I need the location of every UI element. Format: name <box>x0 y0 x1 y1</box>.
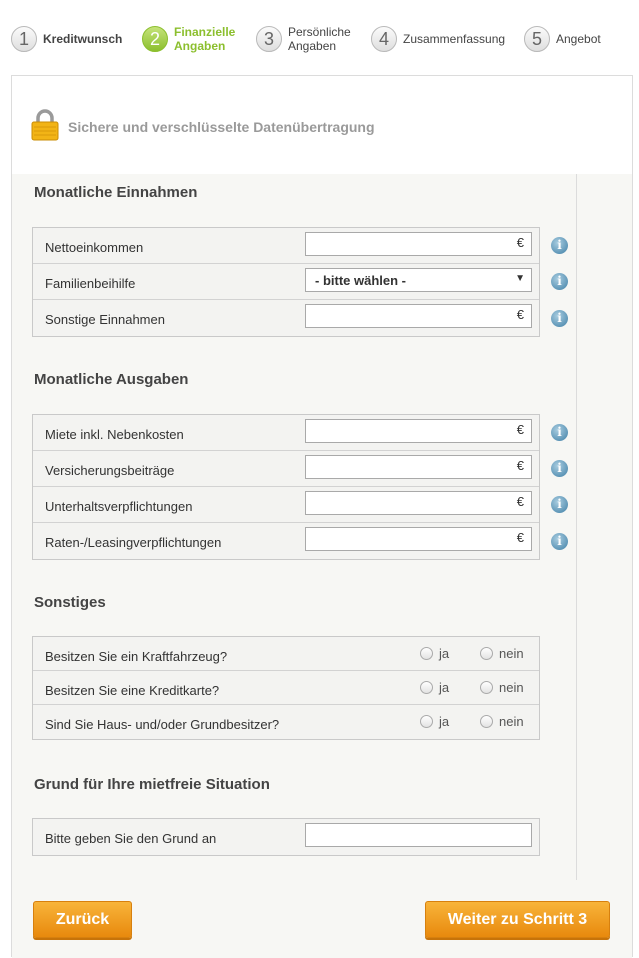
info-icon[interactable]: i <box>551 496 568 513</box>
income-row-family <box>33 264 539 300</box>
car-yes-radio[interactable] <box>420 646 449 661</box>
step-3-label <box>288 25 351 53</box>
leasing-label: Raten-/Leasingverpflichtungen <box>45 535 222 550</box>
info-icon[interactable]: i <box>551 533 568 550</box>
car-question-label: Besitzen Sie ein Kraftfahrzeug? <box>45 649 228 664</box>
expenses-row-maintenance <box>33 487 539 523</box>
misc-side-column <box>576 584 632 766</box>
step-5-number: 5 <box>524 26 550 52</box>
step-4-number: 4 <box>371 26 397 52</box>
insurance-input[interactable] <box>305 455 532 479</box>
creditcard-no-radio[interactable] <box>480 680 524 695</box>
step-2 <box>142 24 235 54</box>
step-3 <box>256 24 351 54</box>
income-section <box>12 174 632 362</box>
step-2-label-line2: Angaben <box>174 39 226 53</box>
step-3-label-line2: Angaben <box>288 39 337 53</box>
step-4 <box>371 24 505 54</box>
rent-label: Miete inkl. Nebenkosten <box>45 427 184 442</box>
misc-row-creditcard <box>33 671 539 705</box>
expenses-section <box>12 361 632 585</box>
property-yes-radio[interactable] <box>420 714 449 729</box>
radio-circle <box>420 647 433 660</box>
misc-section <box>12 584 632 767</box>
income-side-column <box>576 174 632 361</box>
maintenance-input[interactable] <box>305 491 532 515</box>
other-income-label: Sonstige Einnahmen <box>45 312 165 327</box>
insurance-label: Versicherungsbeiträge <box>45 463 175 478</box>
income-row-other <box>33 300 539 336</box>
reason-table <box>32 818 540 856</box>
next-step-button[interactable]: Weiter zu Schritt 3 <box>425 901 610 938</box>
radio-circle <box>480 647 493 660</box>
property-question-label: Sind Sie Haus- und/oder Grundbesitzer? <box>45 717 280 732</box>
info-icon[interactable]: i <box>551 424 568 441</box>
no-label: nein <box>499 646 524 661</box>
reason-row <box>33 819 539 855</box>
family-allowance-label: Familienbeihilfe <box>45 276 136 291</box>
euro-symbol: € <box>516 307 524 322</box>
income-row-net <box>33 228 539 264</box>
radio-circle <box>420 681 433 694</box>
misc-row-car <box>33 637 539 671</box>
misc-row-property <box>33 705 539 739</box>
misc-title: Sonstiges <box>34 594 106 611</box>
income-title: Monatliche Einnahmen <box>34 184 198 201</box>
step-5-label: Angebot <box>556 32 601 46</box>
car-no-radio[interactable] <box>480 646 524 661</box>
family-allowance-value: - bitte wählen - <box>315 273 406 288</box>
form-container <box>11 75 633 957</box>
step-2-label <box>174 25 235 53</box>
expenses-row-rent <box>33 415 539 451</box>
euro-symbol: € <box>516 458 524 473</box>
no-label: nein <box>499 680 524 695</box>
yes-label: ja <box>439 680 450 695</box>
maintenance-label: Unterhaltsverpflichtungen <box>45 499 193 514</box>
yes-label: ja <box>439 646 450 661</box>
step-2-number: 2 <box>142 26 168 52</box>
reason-label: Bitte geben Sie den Grund an <box>45 831 217 846</box>
dropdown-arrow-icon: ▼ <box>515 273 525 284</box>
expenses-side-column <box>576 361 632 584</box>
no-label: nein <box>499 714 524 729</box>
expenses-title: Monatliche Ausgaben <box>34 371 189 388</box>
progress-stepper <box>0 0 639 70</box>
info-icon[interactable]: i <box>551 310 568 327</box>
reason-input[interactable] <box>305 823 532 847</box>
euro-symbol: € <box>516 494 524 509</box>
back-button[interactable]: Zurück <box>33 901 132 938</box>
step-1-number: 1 <box>11 26 37 52</box>
form-footer <box>12 880 632 958</box>
step-1 <box>11 24 122 54</box>
rent-input[interactable] <box>305 419 532 443</box>
euro-symbol: € <box>516 235 524 250</box>
radio-circle <box>480 715 493 728</box>
property-no-radio[interactable] <box>480 714 524 729</box>
euro-symbol: € <box>516 530 524 545</box>
creditcard-yes-radio[interactable] <box>420 680 449 695</box>
creditcard-question-label: Besitzen Sie eine Kreditkarte? <box>45 683 220 698</box>
step-4-label: Zusammenfassung <box>403 32 506 46</box>
reason-title: Grund für Ihre mietfreie Situation <box>34 776 270 793</box>
step-2-label-line1: Finanzielle <box>174 25 236 39</box>
padlock-icon <box>31 109 59 141</box>
yes-label: ja <box>439 714 450 729</box>
info-icon[interactable]: i <box>551 460 568 477</box>
secure-transfer-text: Sichere und verschlüsselte Datenübertragung <box>68 119 375 135</box>
expenses-row-insurance <box>33 451 539 487</box>
radio-circle <box>420 715 433 728</box>
reason-side-column <box>576 766 632 880</box>
step-1-label: Kreditwunsch <box>43 32 123 46</box>
radio-circle <box>480 681 493 694</box>
step-5 <box>524 24 601 54</box>
expenses-table <box>32 414 540 560</box>
expenses-row-leasing <box>33 523 539 559</box>
income-table <box>32 227 540 337</box>
net-income-input[interactable] <box>305 232 532 256</box>
misc-table <box>32 636 540 740</box>
info-icon[interactable]: i <box>551 237 568 254</box>
reason-section <box>12 766 632 881</box>
euro-symbol: € <box>516 422 524 437</box>
info-icon[interactable]: i <box>551 273 568 290</box>
step-3-label-line1: Persönliche <box>288 25 351 39</box>
other-income-input[interactable] <box>305 304 532 328</box>
step-3-number: 3 <box>256 26 282 52</box>
net-income-label: Nettoeinkommen <box>45 240 144 255</box>
secure-banner <box>12 76 632 175</box>
family-allowance-select[interactable] <box>305 268 532 292</box>
leasing-input[interactable] <box>305 527 532 551</box>
